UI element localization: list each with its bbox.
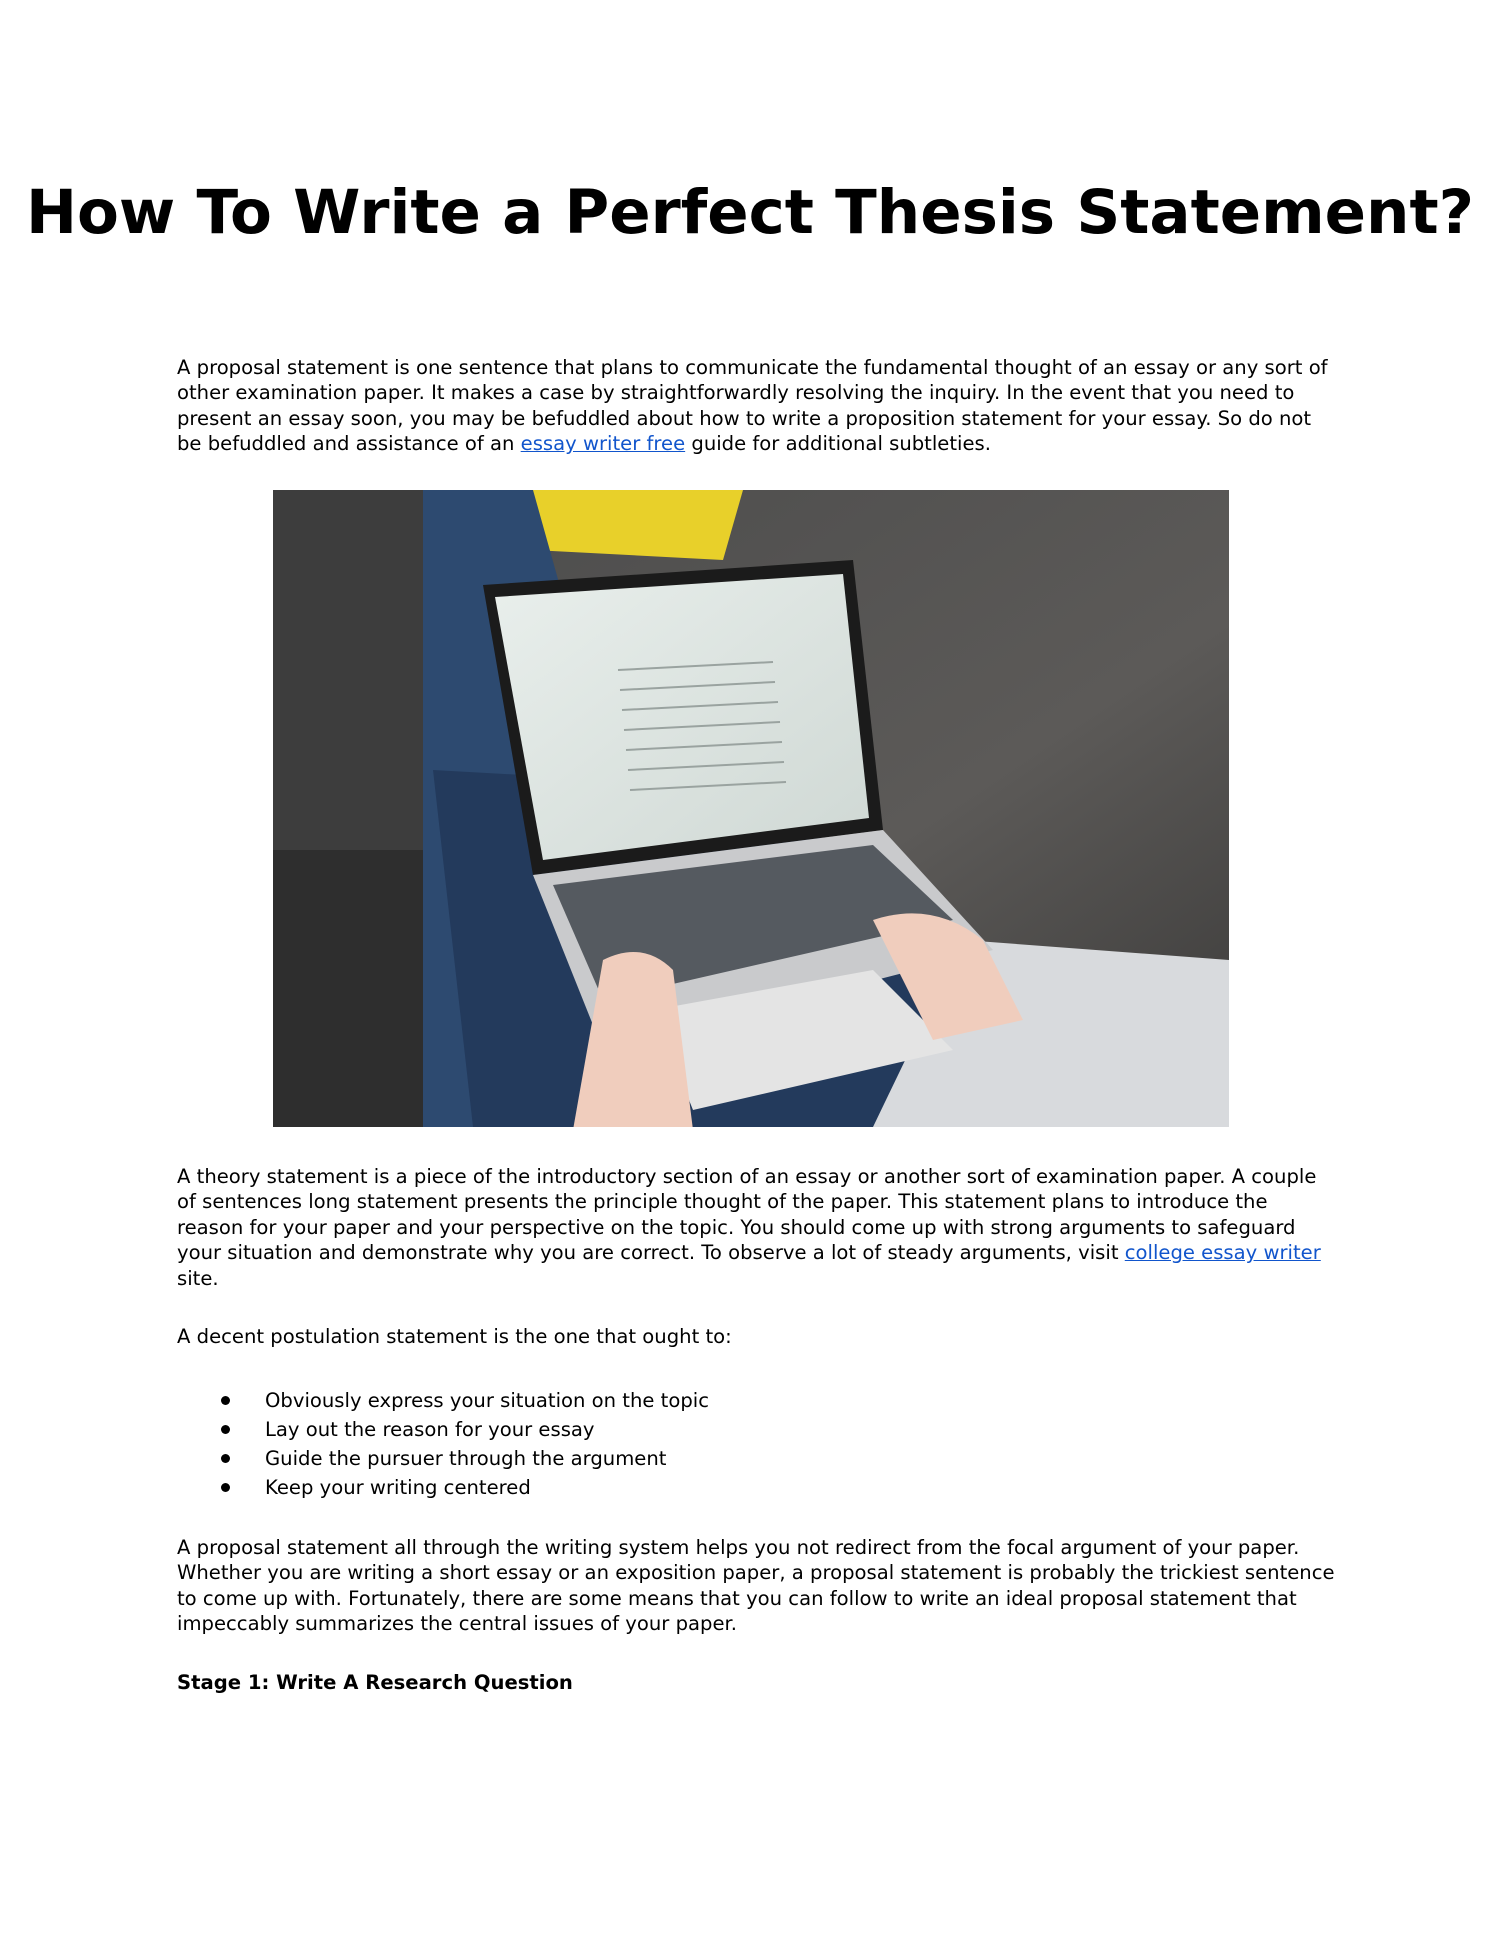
bullet-icon bbox=[221, 1425, 230, 1434]
list-item-text: Keep your writing centered bbox=[265, 1476, 531, 1499]
essay-writer-free-link[interactable]: essay writer free bbox=[520, 432, 686, 456]
bullet-icon bbox=[221, 1454, 230, 1463]
list-item-text: Guide the pursuer through the argument bbox=[265, 1447, 667, 1470]
page-title: How To Write a Perfect Thesis Statement? bbox=[25, 177, 1475, 248]
theory-text: A theory statement is a piece of the introductory section of an essay or another sort of examination paper. A couple of sentences long statement presents the principle thought of the paper. This statement plans to introduce the reason for your paper and your perspective on the topic. You should come up with strong arguments to safeguard your situation and demonstrate why you are correct. To observe a lot of steady arguments, visit bbox=[177, 1165, 1317, 1265]
bullet-icon bbox=[221, 1483, 230, 1492]
proposal-paragraph: A proposal statement all through the writing system helps you not redirect from the focal argument of your paper. Whether you are writing a short essay or an exposition paper, a proposal statement is probably the trickiest sentence to come up with. Fortunately, there are some means that you can follow to write an ideal proposal statement that impeccably summarizes the central issues of your paper. bbox=[177, 1536, 1335, 1636]
list-item bbox=[177, 1444, 709, 1473]
theory-text-end: site. bbox=[177, 1266, 219, 1290]
list-item bbox=[177, 1386, 709, 1415]
intro-text-end: guide for additional subtleties. bbox=[685, 432, 991, 456]
criteria-list bbox=[177, 1386, 709, 1502]
stage-1-heading: Stage 1: Write A Research Question bbox=[177, 1671, 573, 1694]
theory-paragraph bbox=[177, 1164, 1337, 1291]
college-essay-writer-link[interactable]: college essay writer bbox=[1124, 1241, 1321, 1265]
list-item bbox=[177, 1473, 709, 1502]
intro-text: A proposal statement is one sentence that plans to communicate the fundamental thought of an essay or any sort of other examination paper. It makes a case by straightforwardly resolving the inquiry. In the event that you need to present an essay soon, you may be befuddled about how to write a proposition statement for your essay. So do not be befuddled and assistance of an bbox=[177, 356, 1328, 456]
list-item-text: Lay out the reason for your essay bbox=[265, 1418, 595, 1441]
postulation-intro: A decent postulation statement is the one that ought to: bbox=[177, 1325, 732, 1348]
list-item bbox=[177, 1415, 709, 1444]
laptop-photo-icon bbox=[273, 490, 1229, 1127]
list-item-text: Obviously express your situation on the topic bbox=[265, 1389, 709, 1412]
intro-paragraph bbox=[177, 355, 1337, 457]
bullet-icon bbox=[221, 1396, 230, 1405]
